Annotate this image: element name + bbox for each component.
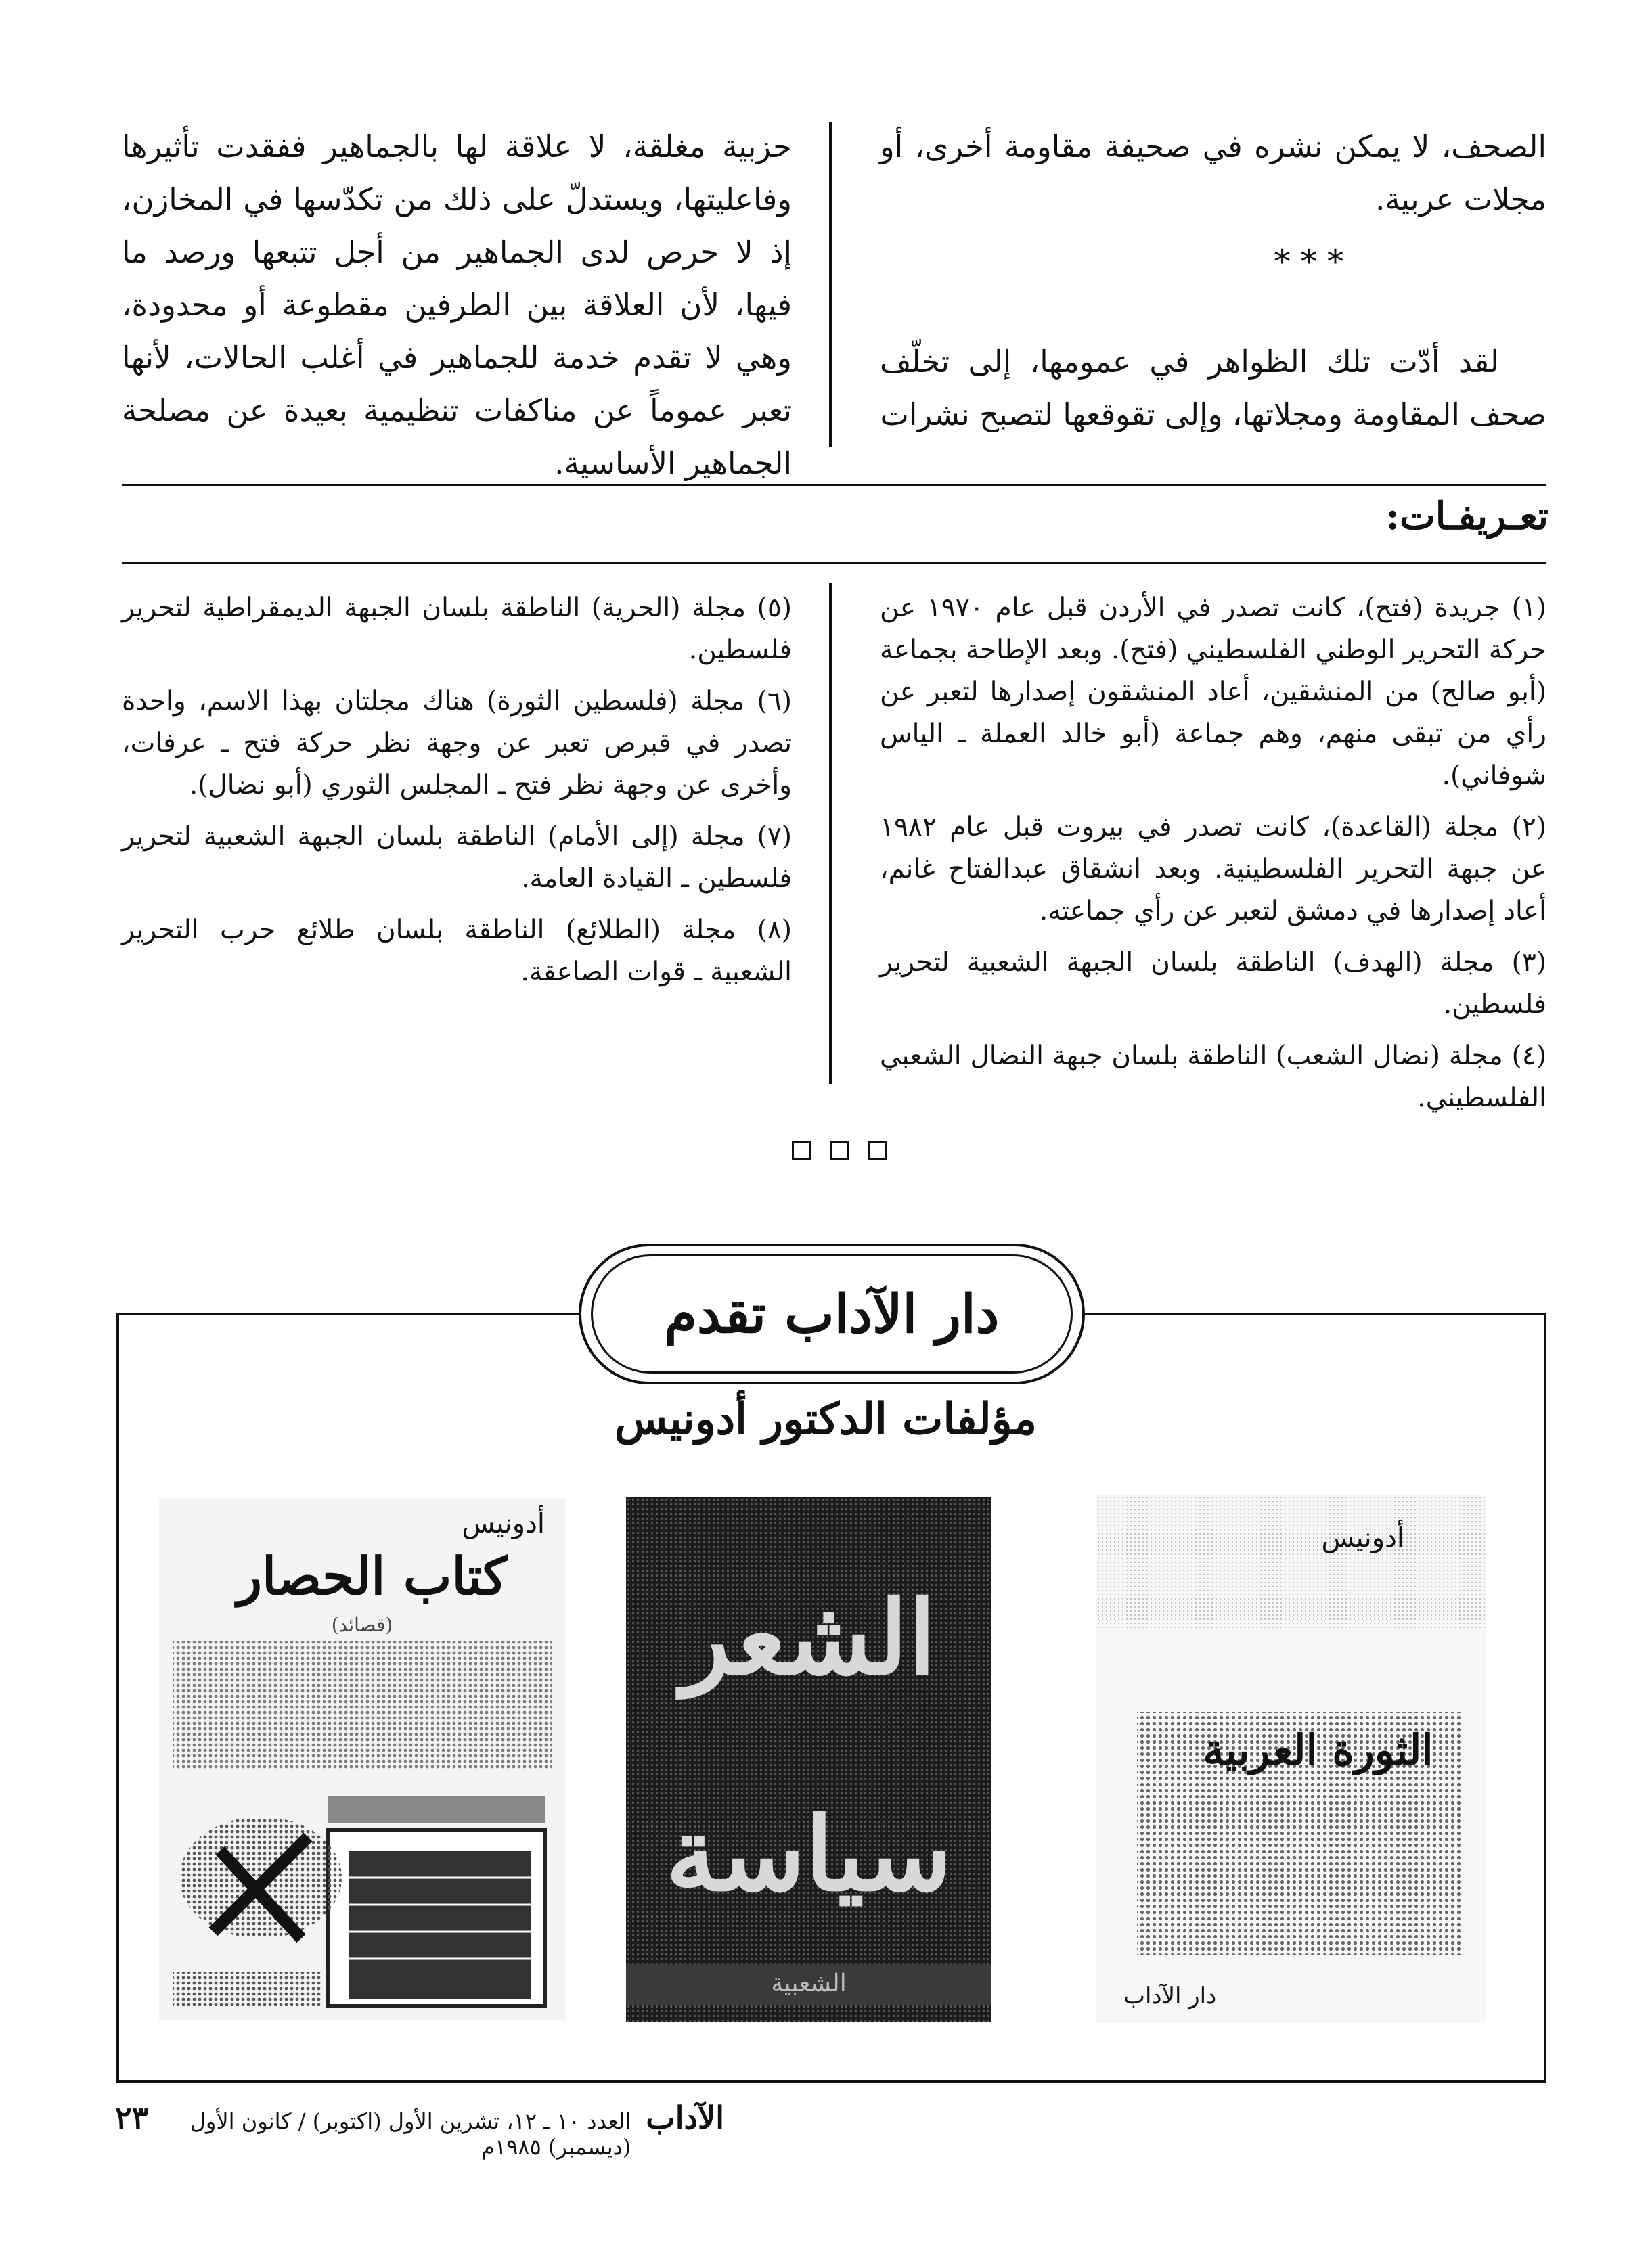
definition-item: (٢) مجلة (القاعدة)، كانت تصدر في بيروت قبل عام ١٩٨٢ عن جبهة التحرير الفلسطينية. وبعد انشقاق عبدالفتاح غانم، أعاد إصدارها في دمشق لتعبر عن رأي جماعته. <box>880 812 1546 926</box>
end-square <box>830 1141 849 1160</box>
page-footer <box>115 2100 724 2160</box>
end-marks <box>772 1141 907 1162</box>
end-square <box>792 1141 811 1160</box>
definitions-left-column <box>122 587 792 1003</box>
advertisement-banner <box>579 1244 1085 1384</box>
right-para-1: الصحف، لا يمكن نشره في صحيفة مقاومة أخرى، أو مجلات عربية. <box>880 129 1546 217</box>
footer-page-number: ٢٣ <box>115 2100 149 2136</box>
definitions-right-column <box>880 587 1546 1129</box>
right-para-2: لقد أدّت تلك الظواهر في عمومها، إلى تخلّف صحف المقاومة ومجلاتها، وإلى تقوقعها لتصبح نشرات <box>880 344 1546 432</box>
right-column-text <box>880 120 1546 441</box>
book-bottom-text: الشعبية <box>771 1970 847 1997</box>
book-cover-kitab-al-hisar <box>159 1499 565 2020</box>
book-cover-al-thawra-al-arabiya <box>1096 1495 1486 2023</box>
footer-magazine-name: الآداب <box>646 2100 724 2136</box>
book-title: الثورة العربية <box>1203 1725 1433 1775</box>
book-title: كتاب الحصار <box>237 1546 508 1606</box>
book-publisher: دار الآداب <box>1123 1982 1217 2010</box>
definition-item: (١) جريدة (فتح)، كانت تصدر في الأردن قبل عام ١٩٧٠ عن حركة التحرير الوطني الفلسطيني (فتح). وبعد الإطاحة بجماعة (أبو صالح) من المنشقين، أعاد المنشقون إصدارها لتعبر عن رأي من تبقى منهم، وهم جماعة (أبو خالد العملة ـ الياس شوفاني). <box>880 593 1546 791</box>
definition-item: (٧) مجلة (إلى الأمام) الناطقة بلسان الجبهة الشعبية لتحرير فلسطين ـ القيادة العامة. <box>122 821 792 894</box>
left-column-text <box>122 120 792 490</box>
definition-item: (٨) مجلة (الطلائع) الناطقة بلسان طلائع حرب التحرير الشعبية ـ قوات الصاعقة. <box>122 915 792 987</box>
column-divider-top <box>829 122 832 447</box>
top-rule <box>122 484 1546 486</box>
banner-text: دار الآداب تقدم <box>664 1283 1000 1345</box>
definition-item: (٣) مجلة (الهدف) الناطقة بلسان الجبهة الشعبية لتحرير فلسطين. <box>880 947 1546 1020</box>
book-author: أدونيس <box>1321 1522 1404 1553</box>
book-title-line: سياسة <box>665 1795 952 1914</box>
book-subtitle: (قصائد) <box>331 1614 393 1636</box>
book-cover-al-shir-siyasa <box>626 1497 991 2022</box>
section-stars: * * * <box>1274 243 1343 281</box>
cover-artwork <box>159 1499 565 2020</box>
cover-artwork <box>626 1497 991 2022</box>
definitions-rule <box>122 562 1546 564</box>
book-author: أدونيس <box>462 1508 545 1539</box>
book-title-line: الشعر <box>681 1579 937 1698</box>
definition-item: (٥) مجلة (الحرية) الناطقة بلسان الجبهة الديمقراطية لتحرير فلسطين. <box>122 593 792 665</box>
end-square <box>868 1141 887 1160</box>
definition-item: (٤) مجلة (نضال الشعب) الناطقة بلسان جبهة النضال الشعبي الفلسطيني. <box>880 1041 1546 1113</box>
definition-item: (٦) مجلة (فلسطين الثورة) هناك مجلتان بهذا الاسم، واحدة تصدر في قبرص تعبر عن وجهة نظر حركة فتح ـ عرفات، وأخرى عن وجهة نظر فتح ـ المجلس الثوري (أبو نضال). <box>122 686 792 800</box>
advertisement-subtitle: مؤلفات الدكتور أدونيس <box>614 1394 1038 1445</box>
definitions-heading: تعـريفـات: <box>1385 494 1548 539</box>
footer-issue: العدد ١٠ ـ ١٢، تشرين الأول (اكتوبر) / كانون الأول (ديسمبر) ١٩٨٥م <box>189 2108 631 2160</box>
column-divider-definitions <box>829 583 832 1084</box>
left-para: حزبية مغلقة، لا علاقة لها بالجماهير ففقدت تأثيرها وفاعليتها، ويستدلّ على ذلك من تكدّسها في المخازن، إذ لا حرص لدى الجماهير من أجل تتبعها ورصد ما فيها، لأن العلاقة بين الطرفين مقطوعة أو محدودة، وهي لا تقدم خدمة للجماهير في أغلب الحالات، لأنها تعبر عموماً عن مناكفات تنظيمية بعيدة عن مصلحة الجماهير الأساسية. <box>122 129 792 481</box>
